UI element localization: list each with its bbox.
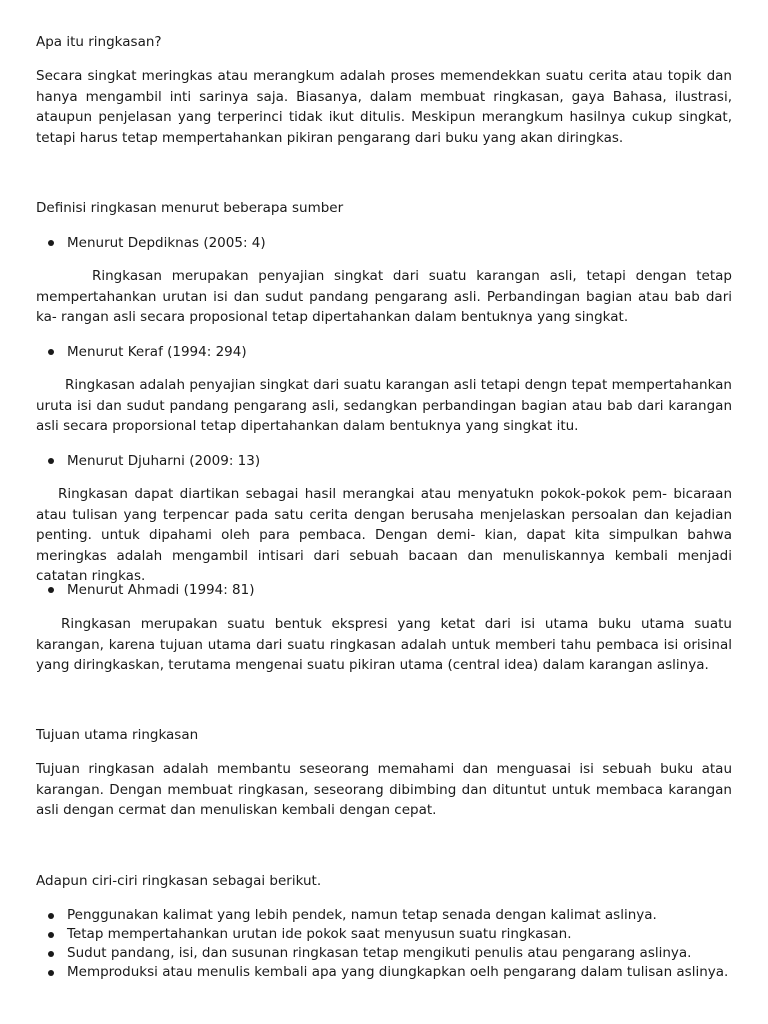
source-label: Menurut Keraf (1994: 294) <box>67 344 247 360</box>
heading-apa-itu-ringkasan: Apa itu ringkasan? <box>36 34 162 50</box>
bullet-icon <box>48 951 54 957</box>
source-label: Menurut Depdiknas (2005: 4) <box>67 235 266 251</box>
list-item-text: Sudut pandang, isi, dan susunan ringkasan tetap mengikuti penulis atau pengarang aslinya. <box>67 945 692 961</box>
source-text-keraf: Ringkasan adalah penyajian singkat dari suatu karangan asli tetapi dengn tepat mempertahankan uruta isi dan sudut pandang pengarang asli, sedangkan perbandingan bagian atau bab dari karangan asli secara proporsional tetap dipertahankan dalam bentuknya yang singkat itu. <box>36 377 732 434</box>
source-label: Menurut Djuharni (2009: 13) <box>67 453 261 469</box>
heading-definisi-sumber: Definisi ringkasan menurut beberapa sumber <box>36 200 344 216</box>
heading-tujuan-utama: Tujuan utama ringkasan <box>36 727 199 743</box>
source-text-ahmadi: Ringkasan merupakan suatu bentuk ekspresi yang ketat dari isi utama buku utama suatu karangan, karena tujuan utama dari suatu ringkasan adalah untuk memberi tahu pembaca isi orisinal yang diringkaskan, terutama mengenai suatu pikiran utama (central idea) dalam karangan aslinya. <box>36 616 732 673</box>
bullet-icon <box>48 932 54 938</box>
list-item <box>36 906 732 925</box>
list-item-text: Penggunakan kalimat yang lebih pendek, namun tetap senada dengan kalimat aslinya. <box>67 907 657 923</box>
list-item <box>36 925 732 944</box>
bullet-icon <box>48 349 54 355</box>
list-item-text: Tetap mempertahankan urutan ide pokok saat menyusun suatu ringkasan. <box>67 926 572 942</box>
paragraph-tujuan: Tujuan ringkasan adalah membantu seseorang memahami dan menguasai isi sebuah buku atau karangan. Dengan membuat ringkasan, seseorang dibimbing dan dituntut untuk membaca karangan asli dengan cermat dan menuliskan kembali dengan cepat. <box>36 761 732 818</box>
bullet-icon <box>48 587 54 593</box>
bullet-icon <box>48 458 54 464</box>
source-label: Menurut Ahmadi (1994: 81) <box>67 582 255 598</box>
bullet-icon <box>48 240 54 246</box>
list-item-text: Memproduksi atau menulis kembali apa yang diungkapkan oelh pengarang dalam tulisan aslinya. <box>67 964 729 980</box>
source-text-depdiknas: Ringkasan merupakan penyajian singkat dari suatu karangan asli, tetapi dengan tetap mempertahankan urutan isi dan sudut pandang pengarang asli. Perbandingan bagian atau bab dari ka- rangan asli secara proposional tetap dipertahankan dalam bentuknya yang singkat. <box>36 268 732 325</box>
paragraph-definisi-umum: Secara singkat meringkas atau merangkum adalah proses memendekkan suatu cerita atau topik dan hanya mengambil inti sarinya saja. Biasanya, dalam membuat ringkasan, gaya Bahasa, ilustrasi, ataupun penjelasan yang terperinci tidak ikut ditulis. Meskipun merangkum hasilnya cukup singkat, tetapi harus tetap mempertahankan pikiran pengarang dari buku yang akan diringkas. <box>36 68 732 146</box>
characteristics-list <box>36 906 732 982</box>
list-item <box>36 944 732 963</box>
heading-ciri-ciri: Adapun ciri-ciri ringkasan sebagai berikut. <box>36 873 322 889</box>
bullet-icon <box>48 970 54 976</box>
bullet-icon <box>48 913 54 919</box>
source-text-djuharni: Ringkasan dapat diartikan sebagai hasil merangkai atau menyatukn pokok-pokok pem- bicaraan atau tulisan yang terpencar pada satu cerita dengan berusaha menjelaskan persoalan dan kejadian penting. untuk dipahami oleh para pembaca. Dengan demi- kian, dapat kita simpulkan bahwa meringkas adalah mengambil intisari dari sebuah bacaan dan menuliskannya kembali menjadi catatan ringkas. <box>36 486 732 584</box>
list-item <box>36 963 732 982</box>
